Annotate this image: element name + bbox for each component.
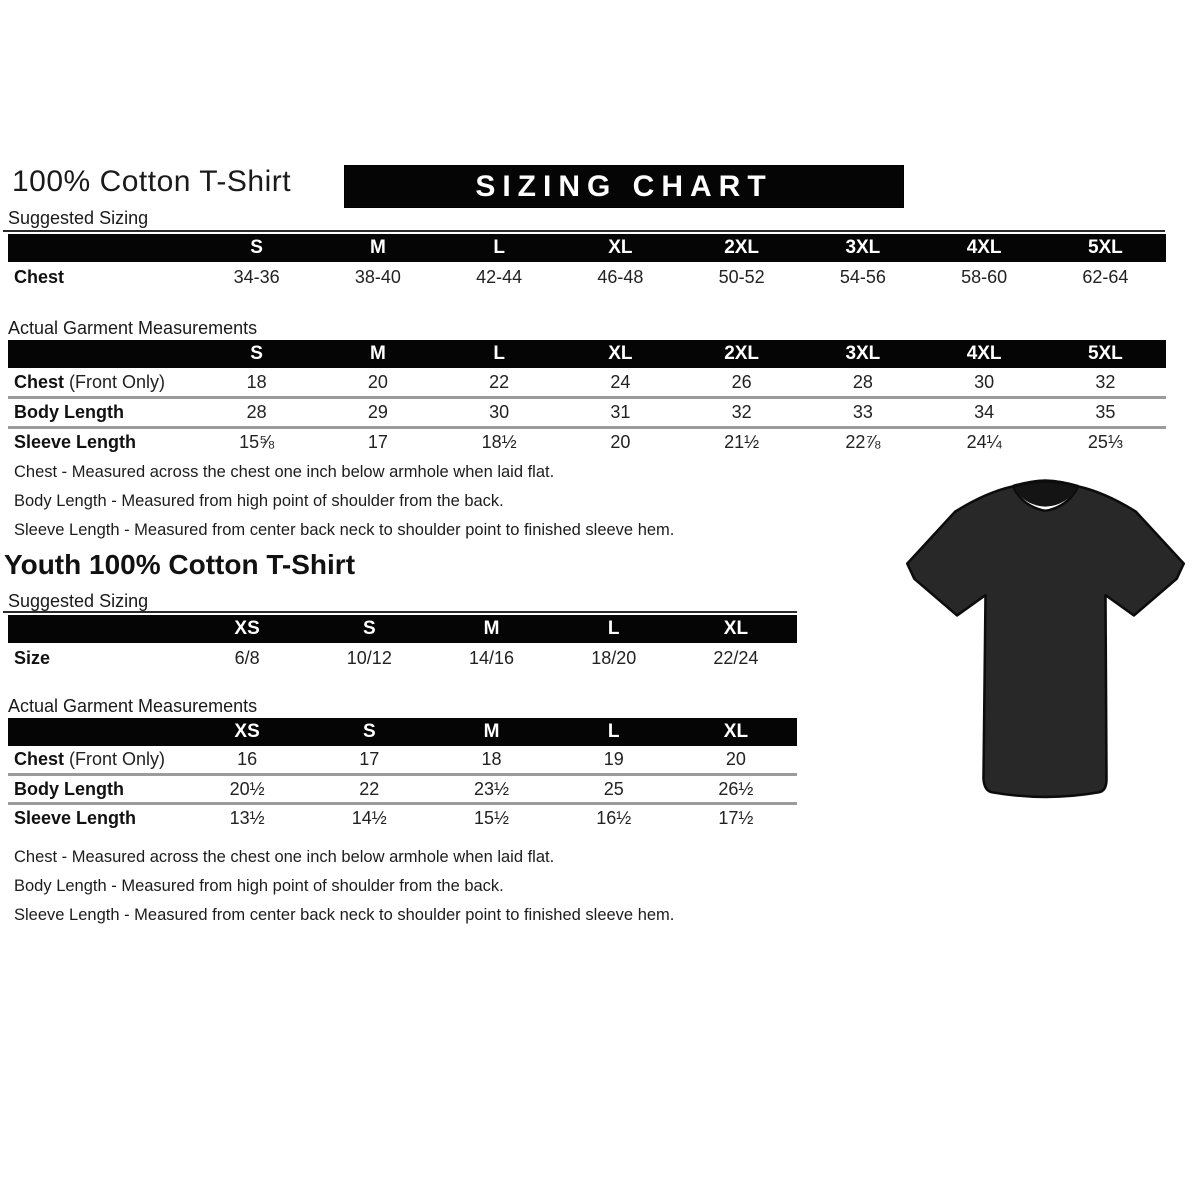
black-tshirt-image	[893, 472, 1198, 827]
size-cell: 38-40	[354, 267, 401, 287]
size-cell: 54-56	[839, 267, 886, 287]
table-row	[8, 773, 797, 802]
measurement-cell: 24	[610, 371, 631, 392]
size-column-header: M	[483, 721, 500, 742]
measurement-cell: 25	[603, 778, 624, 799]
table-row	[8, 426, 1166, 456]
size-column-header: L	[493, 343, 505, 364]
measurement-cell: 17	[367, 432, 388, 452]
divider	[3, 611, 797, 613]
table-row	[8, 746, 797, 773]
measurement-cell: 19	[603, 749, 624, 769]
row-label: Body Length	[14, 402, 124, 422]
measurement-cell: 21½	[724, 432, 760, 452]
adult-suggested-sizing-table	[8, 234, 1166, 293]
measurement-cell: 20½	[229, 778, 265, 799]
page-title: 100% Cotton T-Shirt	[12, 165, 292, 198]
size-column-header: XL	[723, 618, 749, 639]
measurement-cell: 25⅓	[1087, 432, 1123, 452]
table-header-row	[8, 340, 1166, 368]
measurement-cell: 24¼	[966, 432, 1002, 452]
size-column-header: 2XL	[724, 343, 760, 364]
note-line: Sleeve Length - Measured from center back neck to shoulder point to finished sleeve hem.	[14, 906, 675, 924]
measurement-cell: 15½	[473, 807, 510, 828]
measurement-cell: 28	[246, 402, 267, 422]
measurement-cell: 31	[610, 402, 631, 422]
size-column-header: XL	[608, 237, 633, 258]
measurement-cell: 30	[489, 402, 510, 422]
measurement-cell: 17½	[718, 807, 754, 828]
size-cell: 62-64	[1082, 267, 1129, 287]
table-header-row	[8, 718, 797, 746]
measurement-cell: 35	[1095, 402, 1116, 422]
size-column-header: XL	[723, 721, 749, 742]
measurement-cell: 33	[852, 402, 873, 422]
note-line: Sleeve Length - Measured from center back neck to shoulder point to finished sleeve hem.	[14, 521, 675, 539]
size-column-header: S	[362, 721, 376, 742]
note-line: Body Length - Measured from high point of shoulder from the back.	[14, 492, 504, 510]
measurement-cell: 15⅝	[239, 432, 275, 452]
size-column-header: 4XL	[966, 237, 1002, 258]
size-cell: 6/8	[234, 648, 260, 668]
row-label: Chest	[14, 267, 65, 287]
measurement-cell: 22⅞	[845, 432, 881, 452]
measurement-cell: 26½	[718, 778, 754, 799]
measurement-cell: 14½	[351, 807, 387, 828]
measurement-cell: 30	[974, 371, 995, 392]
size-column-header: S	[250, 237, 263, 258]
size-column-header: M	[483, 618, 500, 639]
table-header-row	[8, 615, 797, 643]
sizing-chart-banner	[345, 166, 903, 207]
measurement-cell: 18	[246, 371, 267, 392]
size-cell: 14/16	[468, 648, 515, 668]
measurement-cell: 18	[481, 749, 502, 769]
table-row	[8, 396, 1166, 426]
measurement-cell: 20	[725, 749, 746, 769]
divider	[3, 230, 1165, 232]
size-column-header: 3XL	[845, 237, 881, 258]
youth-actual-measurements-label: Actual Garment Measurements	[8, 696, 258, 716]
adult-measurement-notes	[14, 458, 674, 545]
table-header-row	[8, 234, 1166, 262]
adult-actual-measurements-table	[8, 340, 1166, 456]
size-cell: 22/24	[713, 648, 759, 668]
size-column-header: L	[493, 237, 505, 258]
row-label: Size	[14, 648, 51, 668]
size-cell: 42-44	[476, 267, 523, 287]
measurement-cell: 34	[974, 402, 995, 422]
measurement-cell: 13½	[229, 807, 265, 828]
measurement-cell: 22	[359, 778, 380, 799]
size-column-header: S	[362, 618, 376, 639]
size-column-header: 2XL	[724, 237, 760, 258]
size-column-header: 4XL	[966, 343, 1002, 364]
size-cell: 46-48	[597, 267, 644, 287]
table-row	[8, 262, 1166, 293]
measurement-cell: 18½	[481, 432, 517, 452]
youth-title: Youth 100% Cotton T-Shirt	[4, 549, 356, 580]
size-column-header: 5XL	[1087, 237, 1123, 258]
size-column-header: 3XL	[845, 343, 881, 364]
youth-suggested-sizing-label: Suggested Sizing	[8, 591, 149, 611]
size-cell: 18/20	[591, 648, 637, 668]
measurement-cell: 28	[852, 371, 873, 392]
size-cell: 10/12	[346, 648, 392, 668]
measurement-cell: 16½	[596, 807, 632, 828]
row-label: Sleeve Length	[14, 807, 137, 828]
size-cell: 34-36	[233, 267, 280, 287]
measurement-cell: 29	[367, 402, 388, 422]
row-label: Body Length	[14, 778, 124, 799]
size-column-header: XL	[608, 343, 633, 364]
sizing-chart-banner-text: SIZING CHART	[475, 169, 773, 203]
table-row	[8, 802, 797, 831]
youth-suggested-sizing-table	[8, 615, 797, 674]
note-line: Chest - Measured across the chest one inch below armhole when laid flat.	[14, 848, 555, 866]
measurement-cell: 32	[731, 402, 752, 422]
youth-actual-measurements-table	[8, 718, 797, 831]
size-cell: 58-60	[961, 267, 1008, 287]
row-label: Chest (Front Only)	[14, 749, 166, 769]
youth-measurement-notes	[14, 843, 674, 930]
size-column-header: L	[607, 721, 620, 742]
size-column-header: XS	[234, 721, 260, 742]
size-column-header: M	[369, 237, 386, 258]
adult-suggested-sizing-label: Suggested Sizing	[8, 208, 149, 228]
measurement-cell: 26	[731, 371, 752, 392]
size-column-header: XS	[234, 618, 260, 639]
measurement-cell: 16	[237, 749, 258, 769]
adult-actual-measurements-label: Actual Garment Measurements	[8, 318, 258, 338]
table-row	[8, 368, 1166, 396]
measurement-cell: 17	[359, 749, 380, 769]
size-column-header: S	[250, 343, 263, 364]
measurement-cell: 32	[1095, 371, 1116, 392]
size-cell: 50-52	[718, 267, 765, 287]
row-label: Sleeve Length	[14, 432, 137, 452]
measurement-cell: 23½	[473, 778, 510, 799]
size-column-header: 5XL	[1087, 343, 1123, 364]
row-label: Chest (Front Only)	[14, 371, 166, 392]
measurement-cell: 20	[367, 371, 388, 392]
table-row	[8, 643, 797, 674]
measurement-cell: 22	[489, 371, 510, 392]
size-column-header: L	[607, 618, 620, 639]
note-line: Chest - Measured across the chest one inch below armhole when laid flat.	[14, 463, 555, 481]
measurement-cell: 20	[610, 432, 631, 452]
size-column-header: M	[369, 343, 386, 364]
note-line: Body Length - Measured from high point of shoulder from the back.	[14, 877, 504, 895]
